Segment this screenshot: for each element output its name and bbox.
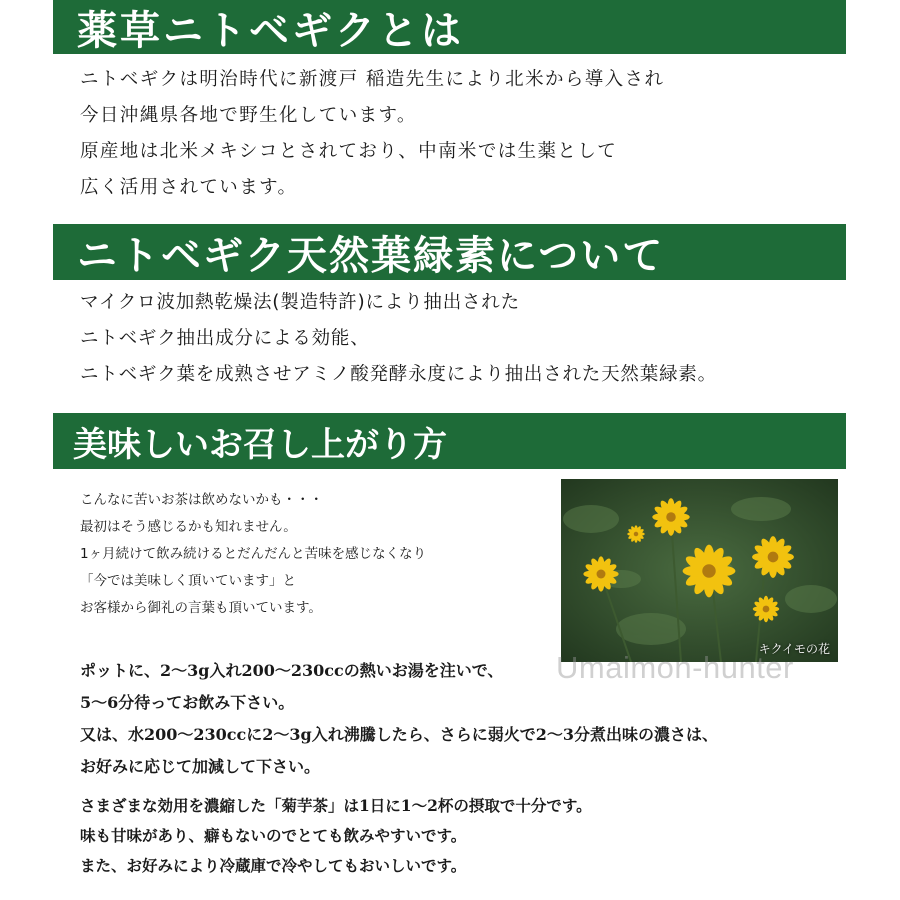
section-heading-how-to-drink: 美味しいお召し上がり方 bbox=[53, 413, 846, 469]
closing-line: さまざまな効用を濃縮した「菊芋茶」は1日に1〜2杯の摂取で十分です。 bbox=[80, 796, 592, 815]
intro-paragraph bbox=[80, 487, 426, 622]
chlorophyll-line: マイクロ波加熱乾燥法(製造特許)により抽出された bbox=[80, 292, 520, 313]
about-paragraph bbox=[80, 62, 664, 206]
brewing-line: ポットに、2〜3g入れ200〜230ccの熱いお湯を注いで、 bbox=[80, 661, 504, 680]
about-line: 原産地は北米メキシコとされており、中南米では生薬として bbox=[80, 141, 618, 162]
section-heading-about: 薬草ニトベギクとは bbox=[53, 0, 846, 54]
intro-line: 最初はそう感じるかも知れません。 bbox=[80, 519, 297, 535]
intro-line: こんなに苦いお茶は飲めないかも・・・ bbox=[80, 492, 323, 508]
chlorophyll-line: ニトベギク葉を成熟させアミノ酸発酵永度により抽出された天然葉緑素。 bbox=[80, 364, 717, 385]
chlorophyll-paragraph bbox=[80, 285, 717, 393]
about-line: 広く活用されています。 bbox=[80, 177, 298, 198]
intro-line: お客様から御礼の言葉も頂いています。 bbox=[80, 600, 322, 616]
brewing-line: 又は、水200〜230ccに2〜3g入れ沸騰したら、さらに弱火で2〜3分煮出味の濃さは、 bbox=[80, 725, 719, 744]
flower-photo bbox=[561, 479, 838, 662]
closing-line: 味も甘味があり、癖もないのでとても飲みやすいです。 bbox=[80, 826, 467, 845]
watermark: Umaimon-hunter bbox=[556, 650, 794, 685]
brewing-line: お好みに応じて加減して下さい。 bbox=[80, 757, 321, 776]
chlorophyll-line: ニトベギク抽出成分による効能、 bbox=[80, 328, 370, 349]
brewing-line: 5〜6分待ってお飲み下さい。 bbox=[80, 693, 295, 712]
intro-line: 1ヶ月続けて飲み続けるとだんだんと苦味を感じなくなり bbox=[80, 546, 427, 562]
photo-caption: キクイモの花 bbox=[758, 642, 830, 656]
about-line: ニトベギクは明治時代に新渡戸 稲造先生により北米から導入され bbox=[80, 69, 665, 90]
brewing-instructions bbox=[80, 655, 718, 783]
closing-line: また、お好みにより冷蔵庫で冷やしてもおいしいです。 bbox=[80, 856, 467, 875]
yellow-flowers-image bbox=[561, 479, 838, 662]
about-line: 今日沖縄県各地で野生化しています。 bbox=[80, 105, 417, 126]
section-heading-chlorophyll: ニトベギク天然葉緑素について bbox=[53, 224, 846, 280]
closing-paragraph bbox=[80, 791, 592, 881]
intro-line: 「今では美味しく頂いています」と bbox=[80, 573, 296, 589]
